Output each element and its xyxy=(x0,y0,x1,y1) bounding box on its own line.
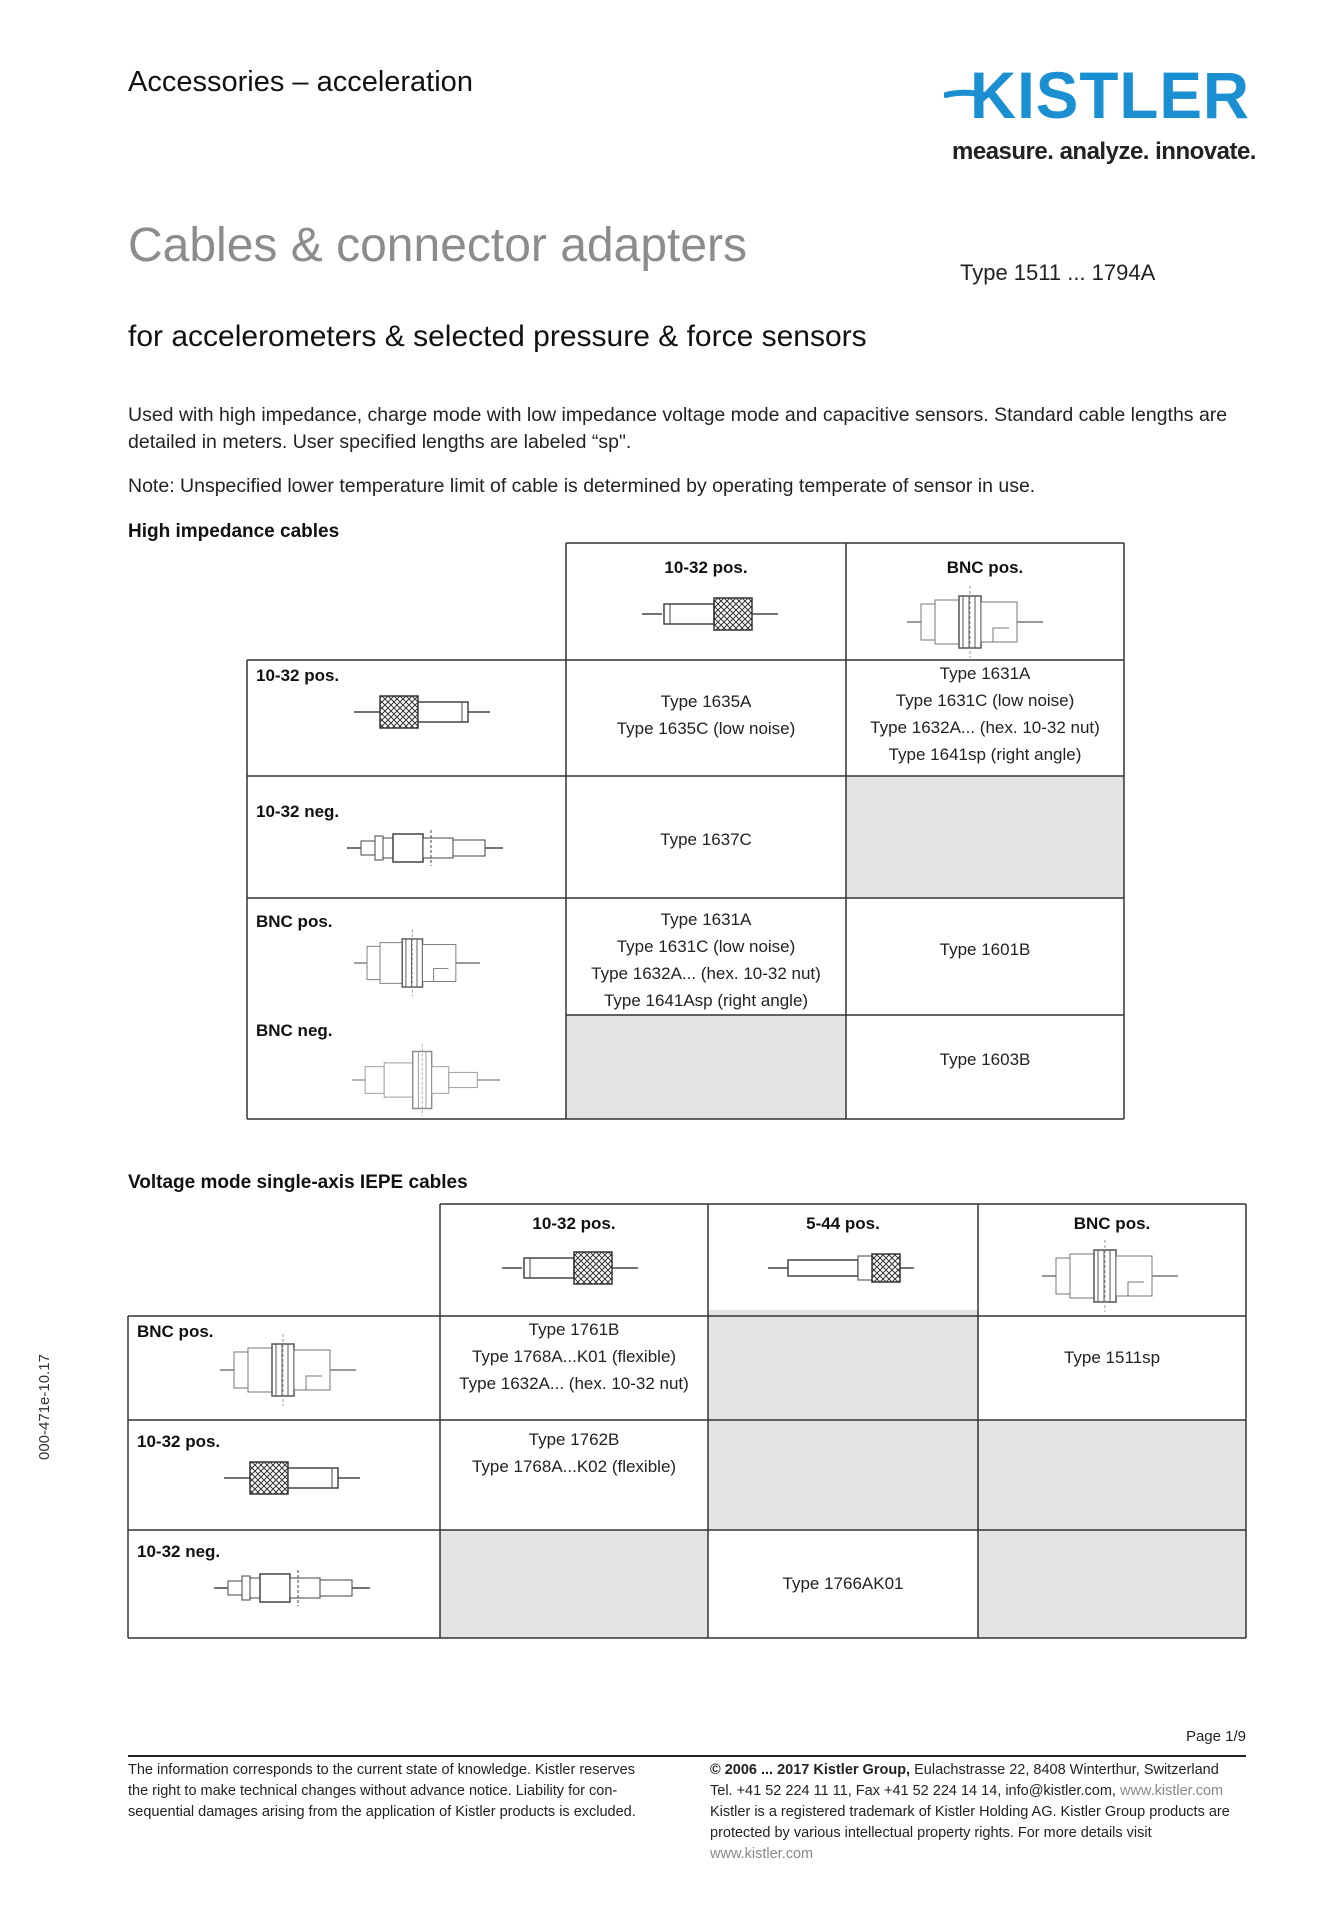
column-header: 10-32 pos. xyxy=(664,558,748,577)
row-label: 10-32 pos. xyxy=(137,1432,221,1451)
cable-type: Type 1768A...K01 (flexible) xyxy=(471,1347,677,1366)
row-label: BNC pos. xyxy=(256,912,333,931)
cable-type: Type 1635C (low noise) xyxy=(616,719,796,738)
cable-type: Type 1635A xyxy=(660,692,752,711)
row-label: 10-32 neg. xyxy=(256,802,340,821)
row-label: 10-32 pos. xyxy=(256,666,340,685)
high-impedance-title: High impedance cables xyxy=(128,521,340,542)
cable-type: Type 1601B xyxy=(939,940,1031,959)
cable-type: Type 1641Asp (right angle) xyxy=(603,991,809,1010)
note-paragraph: Note: Unspecified lower temperature limit of cable is determined by operating temperate of sensor in use. xyxy=(128,475,1036,497)
cable-type: Type 1603B xyxy=(939,1050,1031,1069)
cable-type: Type 1768A...K02 (flexible) xyxy=(471,1457,677,1476)
cable-type: Type 1761B xyxy=(528,1320,620,1339)
cable-type: Type 1511sp xyxy=(1063,1348,1161,1367)
disclaimer-line: sequential damages arising from the application of Kistler products is excluded. xyxy=(128,1804,636,1820)
cable-type: Type 1631C (low noise) xyxy=(895,691,1075,710)
footer-disclaimer xyxy=(128,1760,673,1823)
cable-type: Type 1766AK01 xyxy=(782,1574,904,1593)
cable-type: Type 1637C xyxy=(660,830,752,849)
footer-divider xyxy=(128,1755,1246,1757)
column-header: 5-44 pos. xyxy=(806,1214,880,1233)
column-header: 10-32 pos. xyxy=(532,1214,616,1233)
row-label: BNC neg. xyxy=(256,1021,333,1040)
cable-type: Type 1632A... (hex. 10-32 nut) xyxy=(459,1374,689,1393)
cable-type: Type 1631A xyxy=(660,910,752,929)
row-label: BNC pos. xyxy=(137,1322,214,1341)
column-header: BNC pos. xyxy=(946,558,1024,577)
tagline: measure. analyze. innovate. xyxy=(952,138,1256,165)
document-code: 000-471e-10.17 xyxy=(36,1354,53,1460)
cable-type: Type 1631A xyxy=(939,664,1031,683)
trademark-notice: Kistler is a registered trademark of Kistler Holding AG. Kistler Group products are xyxy=(710,1804,1230,1820)
disclaimer-line: The information corresponds to the current state of knowledge. Kistler reserves xyxy=(128,1762,635,1778)
intro-paragraph: Used with high impedance, charge mode with low impedance voltage mode and capacitive sensors. Standard cable lengths are detailed in meters. User specified lengths are labeled “sp". xyxy=(128,404,1228,453)
voltage-mode-title: Voltage mode single-axis IEPE cables xyxy=(128,1172,468,1193)
page-subtitle: for accelerometers & selected pressure & force sensors xyxy=(128,320,867,353)
website-link[interactable]: www.kistler.com xyxy=(1119,1783,1224,1799)
logo-text: KISTLER xyxy=(970,62,1250,128)
row-label: 10-32 neg. xyxy=(137,1542,221,1561)
disclaimer-line: the right to make technical changes without advance notice. Liability for con- xyxy=(128,1783,618,1799)
page-title: Cables & connector adapters xyxy=(128,219,748,272)
cable-type: Type 1632A... (hex. 10-32 nut) xyxy=(870,718,1100,737)
cable-type: Type 1762B xyxy=(528,1430,620,1449)
ip-notice: protected by various intellectual property rights. For more details visit xyxy=(710,1825,1152,1841)
section-title: Accessories – acceleration xyxy=(128,66,473,98)
cable-type: Type 1641sp (right angle) xyxy=(888,745,1082,764)
cable-type: Type 1632A... (hex. 10-32 nut) xyxy=(591,964,821,983)
address: Eulachstrasse 22, 8408 Winterthur, Switzerland xyxy=(914,1762,1219,1778)
copyright: © 2006 ... 2017 Kistler Group, xyxy=(710,1762,911,1778)
page-number: Page 1/9 xyxy=(1185,1728,1246,1745)
column-header: BNC pos. xyxy=(1073,1214,1151,1233)
contact-info: Tel. +41 52 224 11 11, Fax +41 52 224 14 14, info@kistler.com, xyxy=(710,1783,1116,1799)
footer-contact xyxy=(710,1760,1250,1865)
type-range: Type 1511 ... 1794A xyxy=(960,260,1156,285)
website-link[interactable]: www.kistler.com xyxy=(710,1846,814,1862)
cable-type: Type 1631C (low noise) xyxy=(616,937,796,956)
